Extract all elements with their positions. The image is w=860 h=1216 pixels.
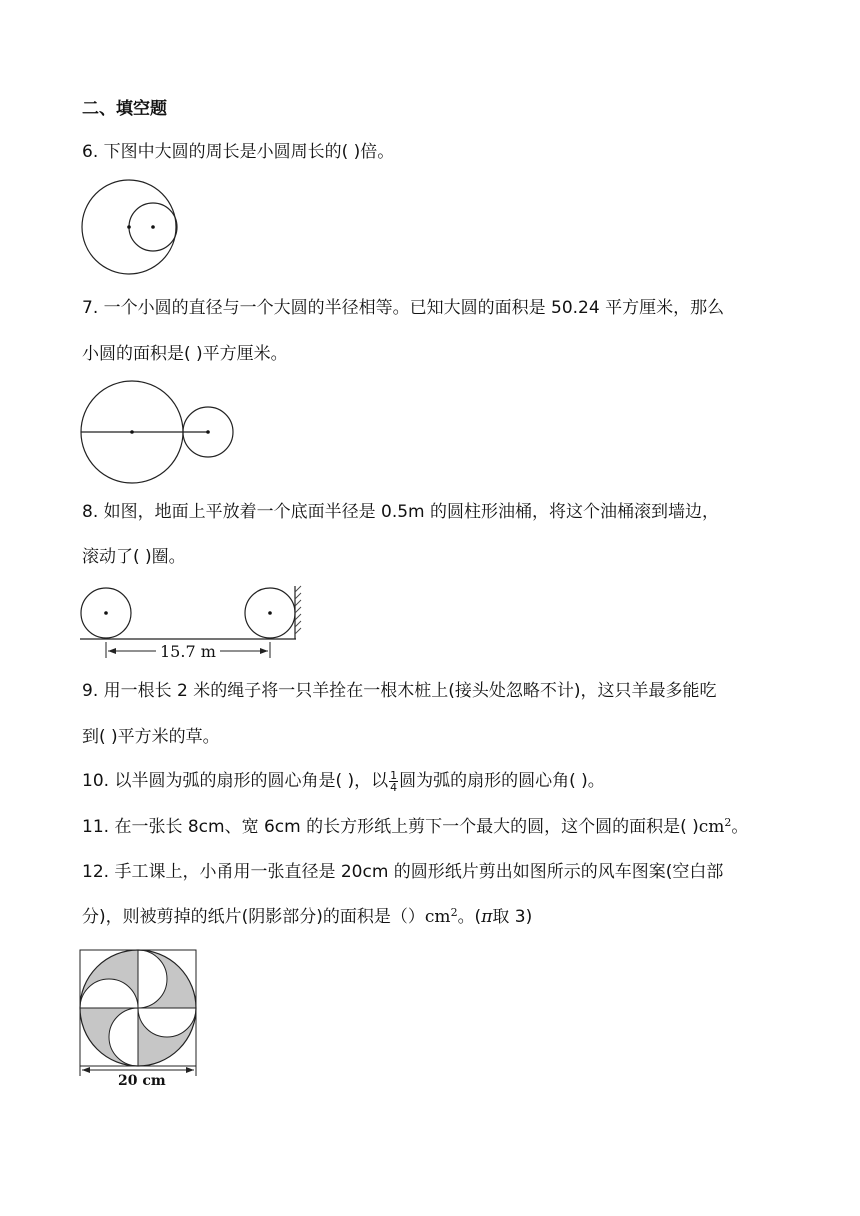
question-11-text: 11. 在一张长 8cm、宽 6cm 的长方形纸上剪下一个最大的圆，这个圆的面积是( ): [82, 817, 699, 837]
q12-figure-pinwheel: [78, 948, 202, 1086]
question-10: [82, 769, 605, 793]
question-12-line-1: 12. 手工课上，小甬用一张直径是 20cm 的圆形纸片剪出如图所示的风车图案(空白部: [82, 862, 724, 882]
q12-unit: cm: [424, 907, 451, 927]
question-7-line-1: 7. 一个小圆的直径与一个大圆的半径相等。已知大圆的面积是 50.24 平方厘米，那么: [82, 298, 725, 318]
question-8-line-2: 滚动了( )圈。: [82, 547, 186, 567]
q12-exponent: 2: [450, 906, 458, 919]
q7-figure-circles: [80, 380, 240, 486]
q11-end: 。: [731, 817, 749, 837]
q11-unit: cm: [698, 817, 725, 837]
question-11: [82, 815, 748, 839]
q6-figure-circles: [80, 178, 180, 278]
question-8-line-1: 8. 如图，地面上平放着一个底面半径是 0.5m 的圆柱形油桶，将这个油桶滚到墙边，: [82, 502, 720, 522]
question-7-line-2: 小圆的面积是( )平方厘米。: [82, 344, 288, 364]
question-10-part-2: 圆为弧的扇形的圆心角( )。: [399, 771, 605, 791]
question-10-part-1: 10. 以半圆为弧的扇形的圆心角是( )，以: [82, 771, 389, 791]
q12-diameter-label: 20 cm: [118, 1073, 166, 1089]
question-9-line-1: 9. 用一根长 2 米的绳子将一只羊拴在一根木桩上(接头处忽略不计)，这只羊最多能吃: [82, 681, 717, 701]
pi-symbol: π: [481, 907, 493, 927]
q8-distance-label: 15.7 m: [160, 642, 216, 661]
question-6: 6. 下图中大圆的周长是小圆周长的( )倍。: [82, 142, 395, 162]
question-9-line-2: 到( )平方米的草。: [82, 727, 220, 747]
fraction-one-quarter: $\frac{1}{4}$: [390, 768, 398, 794]
question-12-line-2: 分)，则被剪掉的纸片(阴影部分)的面积是$()cm^2$。(π取 3): [82, 906, 533, 927]
q11-exponent: 2: [724, 816, 732, 829]
section-title: 二、填空题: [82, 99, 167, 119]
